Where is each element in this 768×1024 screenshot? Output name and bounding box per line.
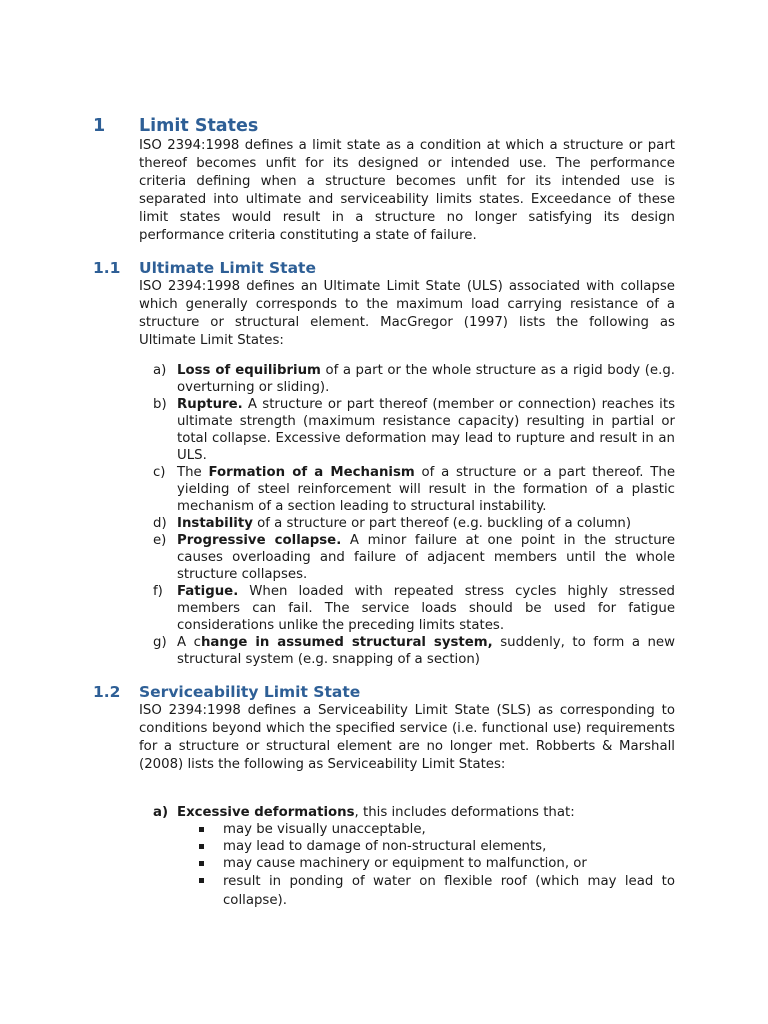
heading-title: Serviceability Limit State [139,683,361,701]
list-marker: e) [153,533,167,548]
heading-number: 1.2 [93,683,121,701]
bullet-item [199,821,675,838]
list-item [153,532,675,583]
uls-paragraph: ISO 2394:1998 defines an Ultimate Limit State (ULS) associated with collapse which generally corresponds to the maximum load carrying resistance of a structure or structural element. MacGregor (1997) lists the following as Ultimate Limit States: [139,279,675,348]
list-item [153,464,675,515]
item-term: Instability [177,516,253,531]
list-marker: g) [153,635,167,650]
bullet-text: result in ponding of water on flexible roof (which may lead to collapse). [223,874,675,908]
bullet-text: may lead to damage of non-structural elements, [223,839,547,854]
item-text: of a structure or a part thereof. The yielding of steel reinforcement will result in the formation of a plastic mechanism of a section leading to structural instability. [177,465,676,514]
sls-bullet-list [199,821,675,910]
list-marker: a) [153,363,167,378]
item-text: of a structure or part thereof (e.g. buckling of a column) [252,516,632,531]
item-text: suddenly, to form a new structural system (e.g. snapping of a section) [177,635,675,667]
sls-list [153,804,675,821]
list-marker: d) [153,516,167,531]
item-term: Loss of equilibrium [177,363,321,378]
limit-states-paragraph: ISO 2394:1998 defines a limit state as a condition at which a structure or part thereof becomes unfit for its designed or intended use. The performance criteria defining when a structure becomes unfit for its intended use is separated into ultimate and serviceability limits states. Exceedance of these limit states would result in a structure no longer satisfying its design performance criteria constituting a state of failure. [139,138,675,243]
list-item [153,634,675,668]
square-bullet-icon [199,878,204,883]
item-term: Fatigue. [177,584,239,599]
bullet-item [199,872,675,910]
list-marker: f) [153,584,163,599]
square-bullet-icon [199,827,204,832]
heading-number: 1.1 [93,259,121,277]
square-bullet-icon [199,861,204,866]
item-term: Formation of a Mechanism [208,465,415,480]
item-pre: The [177,465,209,480]
heading-title: Ultimate Limit State [139,259,316,277]
item-text: A structure or part thereof (member or connection) reaches its ultimate strength (maximum resistance capacity) resulting in partial or total collapse. Excessive deformation may lead to rupture and result in an ULS. [177,397,675,463]
sls-paragraph: ISO 2394:1998 defines a Serviceability Limit State (SLS) as corresponding to conditions beyond which the specified service (i.e. functional use) requirements for a structure or structural element are no longer met. Robberts & Marshall (2008) lists the following as Serviceability Limit States: [139,703,675,772]
list-item [153,396,675,464]
uls-list [153,362,675,668]
item-text: When loaded with repeated stress cycles highly stressed members can fail. The service loads should be used for fatigue considerations unlike the preceding limits states. [177,584,675,633]
item-term: Progressive collapse. [177,533,342,548]
bullet-item [199,838,675,855]
bullet-text: may cause machinery or equipment to malfunction, or [223,856,587,871]
item-text: , this includes deformations that: [354,805,575,820]
heading-number: 1 [93,116,106,136]
list-marker: c) [153,465,166,480]
item-term: hange in assumed structural system, [200,635,493,650]
heading-title: Limit States [139,116,259,136]
list-item [153,515,675,532]
item-pre: A c [177,635,201,650]
list-item [153,804,675,821]
list-marker: b) [153,397,167,412]
list-marker: a) [153,805,169,820]
item-term: Rupture. [177,397,243,412]
list-item [153,583,675,634]
list-item [153,362,675,396]
bullet-text: may be visually unacceptable, [223,822,426,837]
item-term: Excessive deformations [177,805,355,820]
bullet-item [199,855,675,872]
item-text: A minor failure at one point in the structure causes overloading and failure of adjacent members until the whole structure collapses. [177,533,675,582]
square-bullet-icon [199,844,204,849]
item-text: of a part or the whole structure as a rigid body (e.g. overturning or sliding). [177,363,675,395]
